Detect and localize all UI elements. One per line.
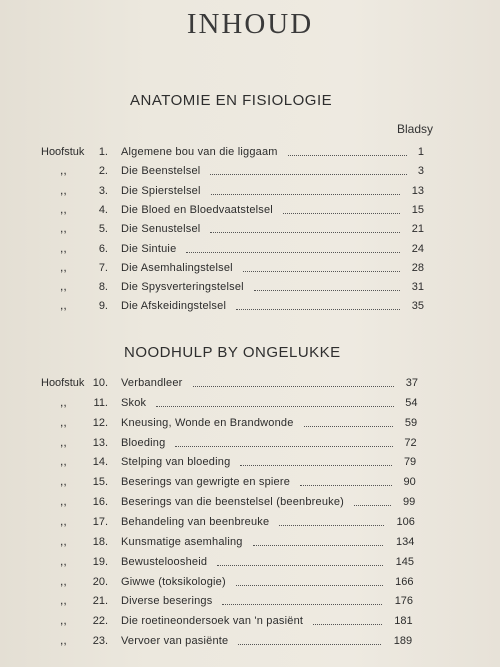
- chapter-title: Die roetineondersoek van 'n pasiënt: [121, 615, 304, 628]
- toc-entry: [0, 394, 500, 417]
- dotted-leader: [304, 426, 394, 427]
- chapter-prefix: ,,: [60, 573, 67, 588]
- chapter-title: Bewusteloosheid: [121, 555, 208, 568]
- chapter-number: 10.: [92, 377, 108, 389]
- toc-entry: [0, 573, 500, 596]
- toc-entry: [0, 595, 500, 615]
- chapter-number: 20.: [92, 575, 108, 588]
- chapter-page-number: 31: [411, 281, 424, 294]
- dotted-leader: [217, 565, 383, 566]
- chapter-page-number: 54: [405, 396, 418, 409]
- chapter-page-number: 37: [405, 377, 418, 389]
- chapter-number: 18.: [92, 535, 108, 548]
- chapter-page-number: 72: [404, 436, 417, 449]
- chapter-number: 2.: [98, 165, 108, 178]
- chapter-title: Verbandleer: [121, 377, 183, 389]
- dotted-leader: [313, 624, 381, 625]
- section-heading-first-aid: NOODHULP BY ONGELUKKE: [124, 344, 341, 361]
- toc-entry: [0, 182, 500, 205]
- chapter-page-number: 166: [395, 575, 414, 588]
- toc-entry: [0, 635, 500, 655]
- chapter-title: Die Beenstelsel: [121, 165, 201, 178]
- toc-entry: [0, 300, 500, 320]
- chapter-title: Die Afskeidingstelsel: [121, 300, 227, 313]
- chapter-page-number: 145: [395, 555, 414, 568]
- dotted-leader: [279, 525, 384, 526]
- chapter-title: Die Spysverteringstelsel: [121, 281, 244, 294]
- chapter-prefix: ,,: [60, 593, 67, 608]
- chapter-title: Stelping van bloeding: [121, 456, 231, 469]
- dotted-leader: [210, 174, 407, 175]
- chapter-prefix: ,,: [60, 240, 67, 255]
- chapter-prefix: Hoofstuk: [41, 377, 85, 389]
- chapter-title: Beserings van gewrigte en spiere: [121, 476, 291, 489]
- chapter-prefix: ,,: [60, 474, 67, 489]
- chapter-title: Die Bloed en Bloedvaatstelsel: [121, 203, 273, 216]
- dotted-leader: [210, 232, 400, 233]
- toc-entry: [0, 456, 500, 476]
- section-heading-anatomy: ANATOMIE EN FISIOLOGIE: [130, 92, 333, 109]
- toc-entry: [0, 414, 500, 437]
- chapter-prefix: ,,: [60, 298, 67, 313]
- chapter-number: 8.: [98, 281, 108, 294]
- dotted-leader: [253, 545, 384, 546]
- chapter-prefix: ,,: [60, 454, 67, 469]
- chapter-page-number: 59: [404, 416, 418, 429]
- toc-entry: [0, 201, 500, 224]
- chapter-page-number: 181: [394, 615, 413, 628]
- toc-entry: [0, 240, 500, 263]
- chapter-number: 16.: [92, 496, 108, 509]
- dotted-leader: [288, 155, 407, 156]
- chapter-page-number: 1: [417, 146, 424, 158]
- toc-entry: [0, 377, 500, 397]
- toc-entry: [0, 165, 500, 185]
- dotted-leader: [283, 213, 400, 214]
- toc-entry: [0, 146, 500, 166]
- chapter-prefix: ,,: [60, 163, 67, 178]
- toc-entry: [0, 615, 500, 635]
- chapter-page-number: 79: [403, 456, 417, 469]
- chapter-title: Behandeling van beenbreuke: [121, 515, 270, 528]
- chapter-page-number: 189: [393, 635, 413, 648]
- chapter-prefix: ,,: [60, 613, 67, 628]
- chapter-prefix: ,,: [60, 201, 67, 216]
- dotted-leader: [238, 644, 381, 645]
- chapter-title: Algemene bou van die liggaam: [121, 146, 278, 158]
- chapter-number: 1.: [98, 146, 108, 158]
- dotted-leader: [175, 446, 392, 447]
- chapter-title: Bloeding: [121, 436, 166, 449]
- chapter-number: 14.: [92, 456, 108, 469]
- chapter-page-number: 13: [411, 184, 424, 197]
- chapter-number: 22.: [92, 615, 108, 628]
- chapter-number: 23.: [92, 635, 108, 648]
- chapter-number: 19.: [92, 555, 108, 568]
- dotted-leader: [354, 505, 391, 506]
- dotted-leader: [254, 290, 400, 291]
- toc-entry: [0, 496, 500, 516]
- chapter-page-number: 21: [411, 223, 424, 236]
- chapter-page-number: 134: [396, 535, 415, 548]
- chapter-title: Vervoer van pasiënte: [121, 635, 229, 648]
- chapter-title: Skok: [121, 396, 147, 409]
- chapter-number: 21.: [92, 595, 108, 608]
- chapter-number: 3.: [98, 184, 108, 197]
- chapter-page-number: 106: [396, 515, 415, 528]
- chapter-prefix: ,,: [60, 259, 67, 274]
- dotted-leader: [243, 271, 400, 272]
- chapter-prefix: ,,: [60, 182, 67, 197]
- chapter-page-number: 28: [411, 261, 424, 274]
- chapter-title: Kunsmatige asemhaling: [121, 535, 243, 548]
- chapter-page-number: 176: [394, 595, 414, 608]
- chapter-number: 5.: [98, 223, 108, 236]
- dotted-leader: [240, 465, 392, 466]
- toc-entry: [0, 513, 500, 536]
- chapter-prefix: ,,: [60, 434, 67, 449]
- dotted-leader: [236, 585, 383, 586]
- page-column-header: Bladsy: [397, 122, 434, 136]
- chapter-title: Beserings van die beenstelsel (beenbreuke): [121, 496, 345, 509]
- chapter-prefix: Hoofstuk: [41, 146, 85, 158]
- chapter-page-number: 15: [411, 203, 424, 216]
- toc-entry: [0, 223, 500, 243]
- dotted-leader: [193, 386, 394, 387]
- chapter-number: 6.: [98, 242, 108, 255]
- chapter-title: Die Senustelsel: [121, 223, 201, 236]
- chapter-page-number: 90: [403, 476, 416, 489]
- chapter-prefix: ,,: [60, 533, 67, 548]
- chapter-title: Giwwe (toksikologie): [121, 575, 226, 588]
- chapter-page-number: 3: [417, 165, 424, 178]
- dotted-leader: [211, 194, 400, 195]
- chapter-number: 11.: [93, 396, 108, 409]
- toc-entry: [0, 476, 500, 496]
- page-title: INHOUD: [186, 8, 314, 40]
- dotted-leader: [222, 604, 382, 605]
- chapter-title: Diverse beserings: [121, 595, 213, 608]
- dotted-leader: [186, 252, 400, 253]
- chapter-number: 13.: [92, 436, 108, 449]
- chapter-page-number: 99: [403, 496, 416, 509]
- chapter-page-number: 24: [411, 242, 424, 255]
- chapter-number: 4.: [98, 203, 108, 216]
- dotted-leader: [300, 485, 392, 486]
- chapter-prefix: ,,: [60, 553, 67, 568]
- toc-entry: [0, 259, 500, 282]
- dotted-leader: [236, 309, 400, 310]
- chapter-number: 12.: [92, 416, 108, 429]
- chapter-prefix: ,,: [60, 633, 67, 648]
- chapter-prefix: ,,: [60, 279, 67, 294]
- chapter-prefix: ,,: [60, 414, 67, 429]
- toc-entry: [0, 553, 500, 576]
- chapter-number: 17.: [92, 515, 108, 528]
- chapter-number: 15.: [92, 476, 108, 489]
- chapter-title: Die Asemhalingstelsel: [121, 261, 233, 274]
- chapter-number: 9.: [98, 300, 108, 313]
- toc-entry: [0, 533, 500, 556]
- chapter-title: Kneusing, Wonde en Brandwonde: [121, 416, 294, 429]
- chapter-prefix: ,,: [60, 513, 67, 528]
- chapter-prefix: ,,: [60, 494, 67, 509]
- toc-entry: [0, 434, 500, 457]
- dotted-leader: [156, 406, 393, 407]
- chapter-title: Die Spierstelsel: [121, 184, 201, 197]
- chapter-prefix: ,,: [60, 394, 67, 409]
- chapter-prefix: ,,: [60, 221, 67, 236]
- chapter-number: 7.: [98, 261, 108, 274]
- chapter-title: Die Sintuie: [121, 242, 177, 255]
- chapter-page-number: 35: [411, 300, 424, 313]
- toc-entry: [0, 281, 500, 301]
